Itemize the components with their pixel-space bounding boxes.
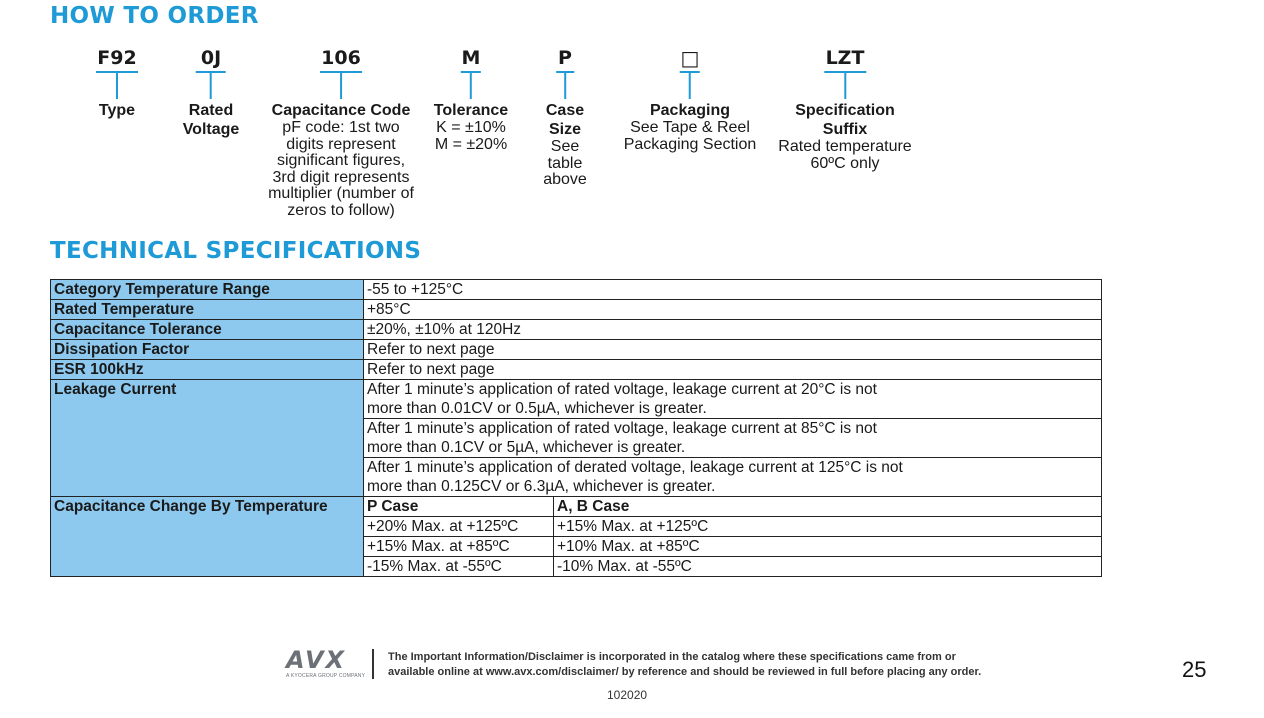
spec-value: +85°C [364,300,1102,320]
bracket-line [320,71,362,101]
order-field-capacitance-code [268,46,414,220]
order-desc: 60ºC only [810,154,880,172]
spec-label: Rated Temperature [51,300,364,320]
order-desc: digits represent [286,135,396,153]
technical-specifications-title: TECHNICAL SPECIFICATIONS [50,238,422,264]
order-code: P [558,47,572,69]
spec-label: Leakage Current [51,380,364,497]
order-label: Rated [188,102,234,119]
order-desc: Packaging Section [623,135,757,153]
spec-value: Refer to next page [364,340,1102,360]
spec-value: ±20%, ±10% at 120Hz [364,320,1102,340]
table-row [51,300,1102,320]
specifications-table [50,279,1102,577]
leakage-line: more than 0.01CV or 0.5µA, whichever is greater. [367,400,707,417]
order-desc: table [547,154,583,172]
order-field-tolerance [434,46,508,153]
order-desc: above [543,171,587,189]
bracket-line [461,71,481,101]
order-desc: Rated temperature [778,138,912,155]
order-field-case-size [543,46,587,189]
cap-change-cell: +15% Max. at +125ºC [554,517,1102,537]
logo-tagline: A KYOCERA GROUP COMPANY [286,673,366,679]
how-to-order-title: HOW TO ORDER [50,3,259,29]
leakage-value [364,419,1102,458]
order-desc: K = ±10% [436,119,506,136]
leakage-line: After 1 minute’s application of derated voltage, leakage current at 125°C is not [367,459,903,476]
cap-change-cell: +10% Max. at +85ºC [554,537,1102,557]
page-number: 25 [1182,657,1207,682]
order-code: M [461,47,481,69]
cap-change-cell: +20% Max. at +125ºC [364,517,554,537]
table-row [51,320,1102,340]
cap-change-cell: +15% Max. at +85ºC [364,537,554,557]
order-desc: zeros to follow) [287,201,395,219]
table-row [51,340,1102,360]
order-desc: 3rd digit represents [272,168,410,186]
order-field-specification-suffix [778,46,911,172]
document-code: 102020 [607,688,648,702]
leakage-value [364,380,1102,419]
bracket-line [196,71,226,101]
order-label: Size [548,121,581,138]
order-code: 106 [321,47,361,69]
order-field-rated-voltage [183,46,240,139]
order-field-type [96,46,138,120]
avx-logo [286,646,366,680]
spec-value: Refer to next page [364,360,1102,380]
spec-label: Capacitance Tolerance [51,320,364,340]
disclaimer-line: The Important Information/Disclaimer is incorporated in the catalog where these specifications came from or [388,651,956,663]
spec-label: ESR 100kHz [51,360,364,380]
leakage-value [364,458,1102,497]
order-label: Tolerance [433,102,509,119]
column-header-ab-case: A, B Case [554,497,1102,517]
order-code: LZT [825,47,865,69]
order-code: F92 [97,47,137,69]
cap-change-cell: -15% Max. at -55ºC [364,557,554,577]
order-desc: See Tape & Reel [630,119,750,136]
leakage-line: more than 0.125CV or 6.3µA, whichever is greater. [367,478,716,495]
order-label: Suffix [822,121,868,138]
order-field-packaging [624,46,757,153]
table-row [51,497,1102,517]
order-label: Case [545,102,585,119]
disclaimer-line: available online at www.avx.com/disclaimer/ by reference and should be reviewed in full before placing any order. [388,666,982,678]
leakage-line: more than 0.1CV or 5µA, whichever is greater. [367,439,686,456]
bracket-line [680,71,700,101]
order-label: Capacitance Code [271,102,411,119]
leakage-line: After 1 minute’s application of rated voltage, leakage current at 85°C is not [367,420,877,437]
logo-wordmark: AVX [286,646,347,674]
spec-value: -55 to +125°C [364,280,1102,300]
spec-label: Category Temperature Range [51,280,364,300]
bracket-line [824,71,866,101]
order-label: Packaging [649,102,731,119]
order-desc: pF code: 1st two [282,119,400,136]
bracket-line [96,71,138,101]
order-desc: multiplier (number of [268,185,414,203]
spec-label: Capacitance Change By Temperature [51,497,364,577]
order-desc: See [550,138,580,155]
table-row [51,360,1102,380]
cap-change-cell: -10% Max. at -55ºC [554,557,1102,577]
disclaimer-text [388,650,981,680]
order-label: Specification [795,102,895,119]
order-code: □ [680,46,700,70]
bracket-line [556,71,574,101]
order-desc: M = ±20% [434,135,508,153]
leakage-line: After 1 minute’s application of rated voltage, leakage current at 20°C is not [367,381,877,398]
table-row [51,380,1102,419]
order-label: Voltage [182,121,240,138]
order-label: Type [98,102,136,119]
table-row [51,280,1102,300]
spec-label: Dissipation Factor [51,340,364,360]
column-header-p-case: P Case [364,497,554,517]
order-code: 0J [200,47,222,69]
footer-divider [372,649,374,679]
order-desc: significant figures, [276,152,406,170]
